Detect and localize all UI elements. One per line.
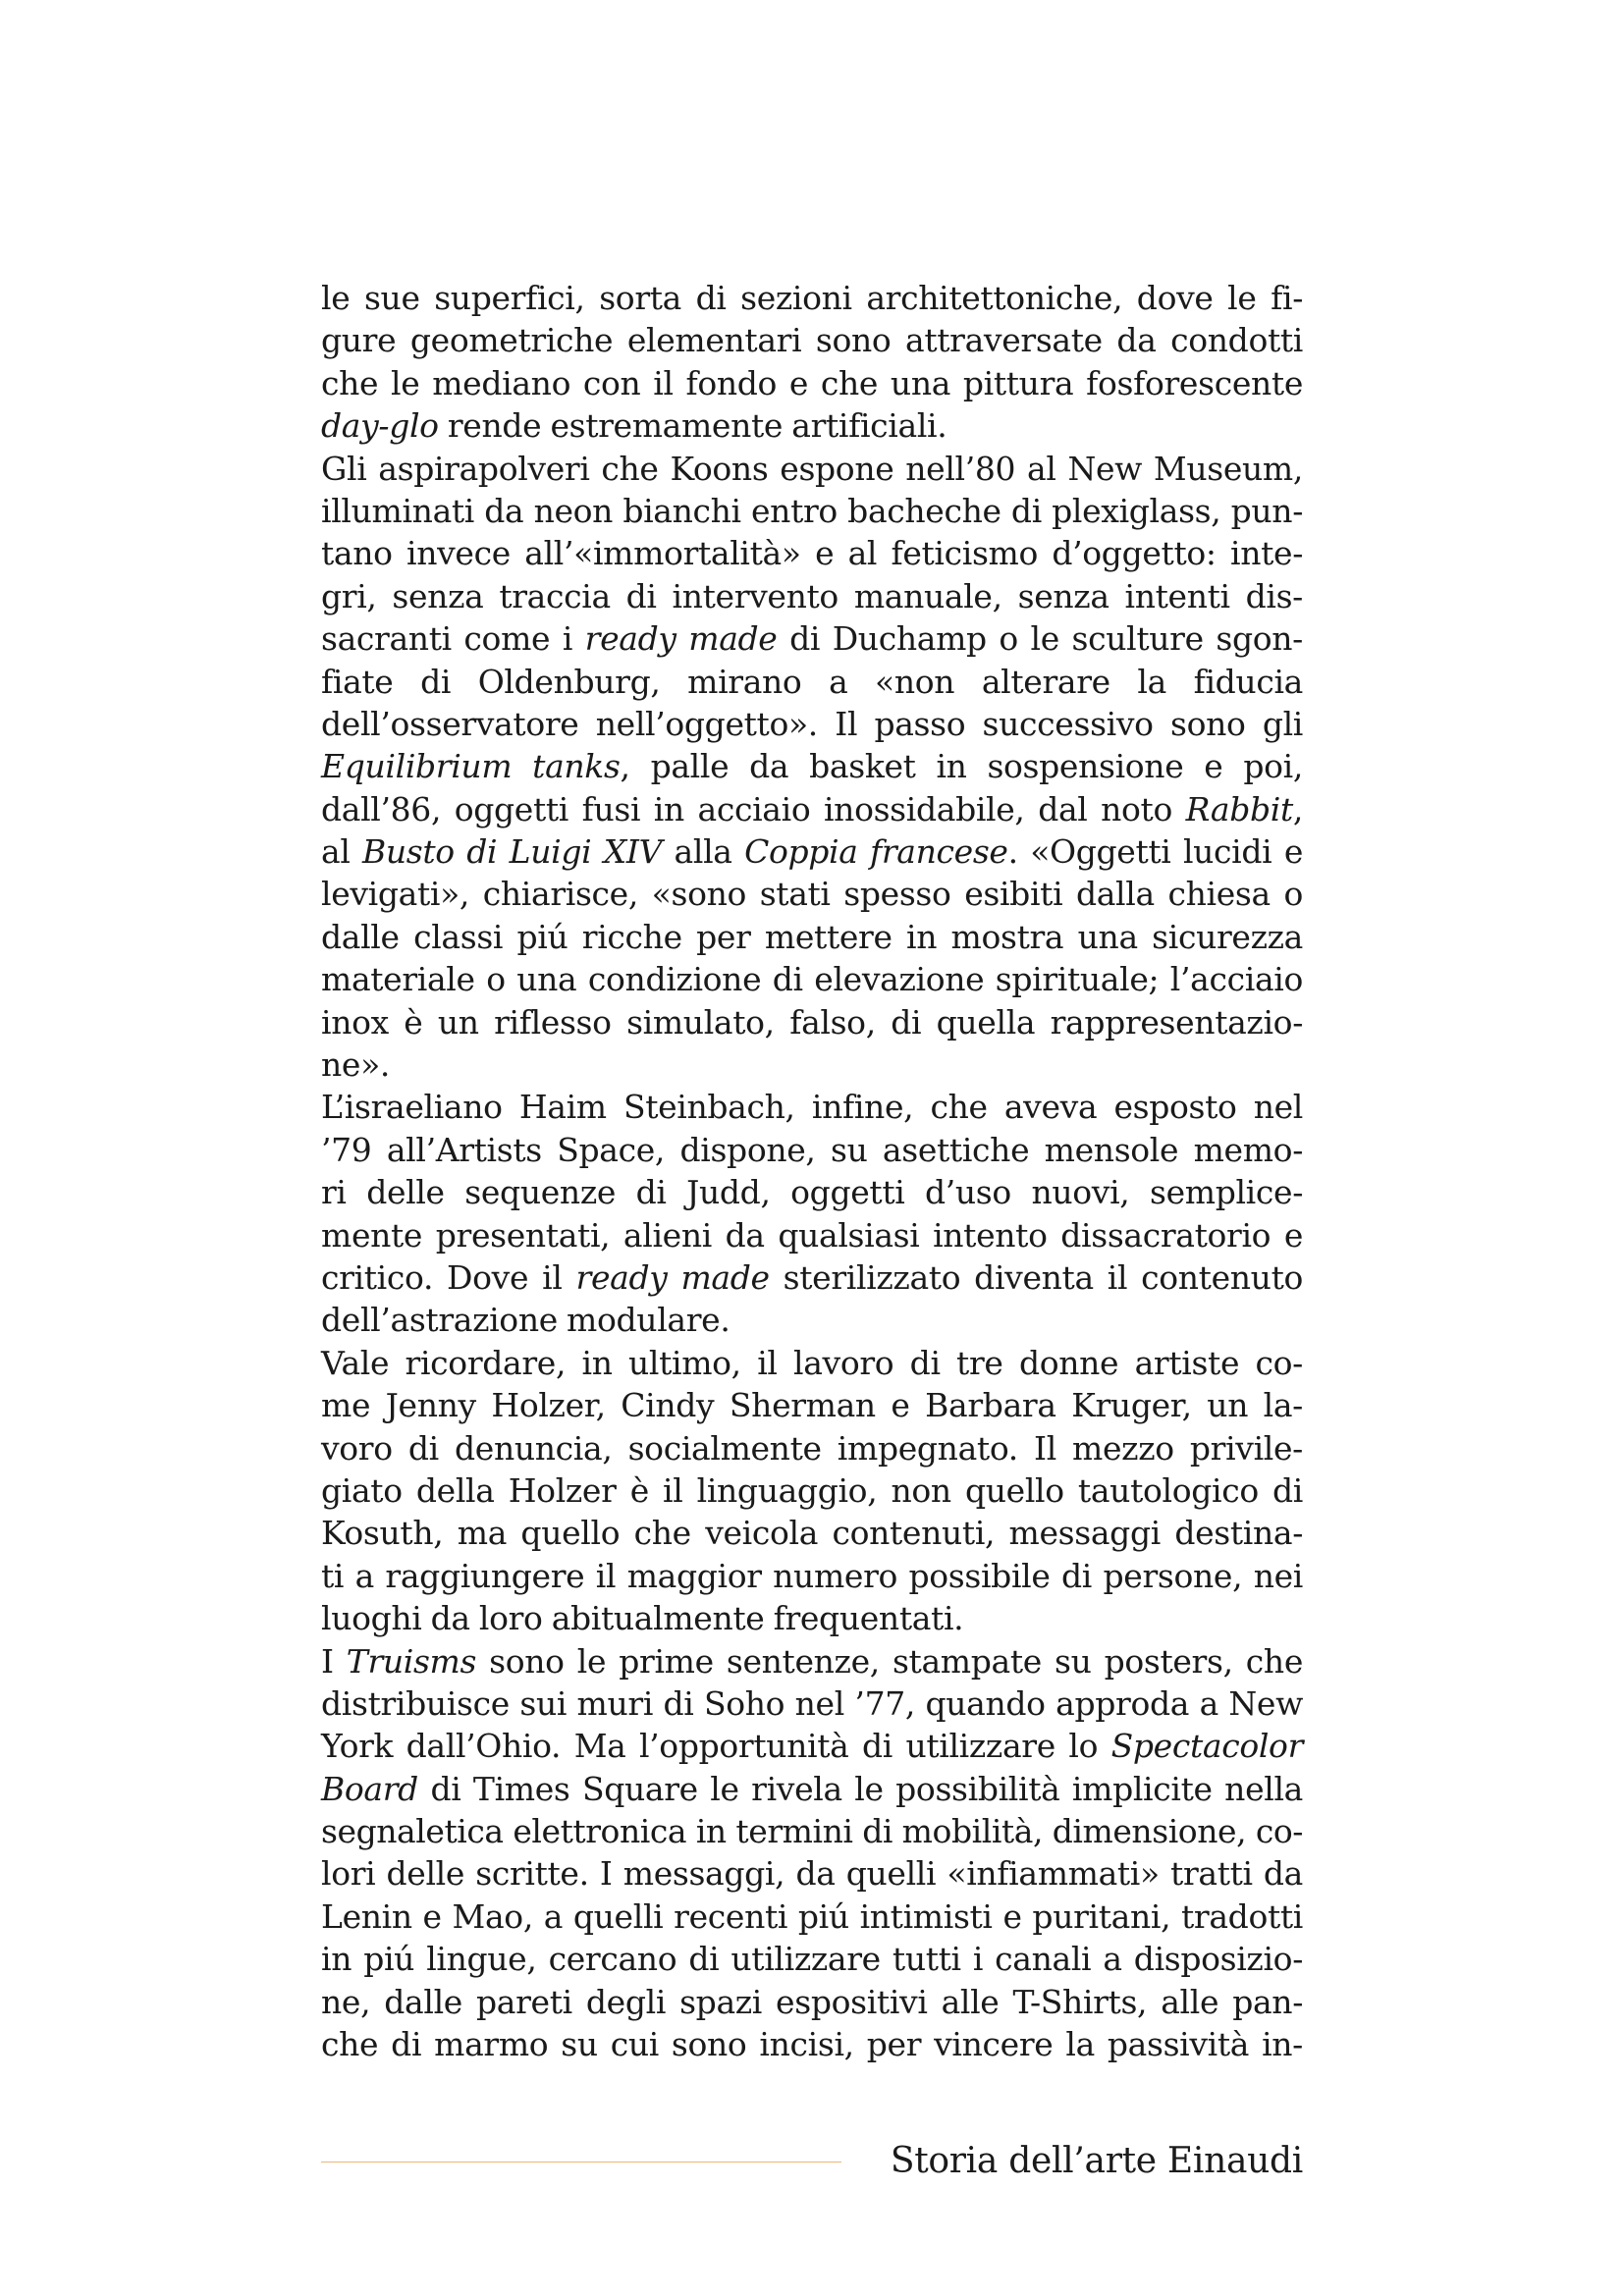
text-run: gure geometriche elementari sono attraversate da condotti bbox=[321, 321, 1303, 360]
text-line bbox=[321, 703, 1303, 745]
text-line bbox=[321, 916, 1303, 958]
text-line bbox=[321, 1896, 1303, 1938]
text-line bbox=[321, 830, 1303, 873]
text-run: Vale ricordare, in ultimo, il lavoro di tre donne artiste co- bbox=[321, 1343, 1303, 1382]
text-line bbox=[321, 1938, 1303, 1980]
page-footer bbox=[321, 2137, 1303, 2186]
text-line bbox=[321, 1384, 1303, 1426]
text-line bbox=[321, 1043, 1303, 1086]
text-run: dalle classi piú ricche per mettere in mostra una sicurezza bbox=[321, 917, 1303, 956]
text-run: che le mediano con il fondo e che una pittura fosforescente bbox=[321, 363, 1303, 402]
text-run: sono le prime sentenze, stampate su posters, che bbox=[476, 1641, 1304, 1681]
text-run: dell’astrazione modulare. bbox=[321, 1301, 730, 1340]
text-run: , bbox=[1292, 789, 1303, 828]
text-line bbox=[321, 745, 1303, 787]
text-line bbox=[321, 1256, 1303, 1299]
text-line bbox=[321, 617, 1303, 660]
text-run: giato della Holzer è il linguaggio, non quello tautologico di bbox=[321, 1470, 1303, 1510]
text-run: ri delle sequenze di Judd, oggetti d’uso nuovi, semplice- bbox=[321, 1173, 1303, 1212]
text-run: fiate di Oldenburg, mirano a «non alterare la fiducia bbox=[321, 662, 1303, 701]
italic-text: Equilibrium tanks bbox=[321, 747, 621, 786]
text-line bbox=[321, 873, 1303, 915]
italic-text: Busto di Luigi XIV bbox=[361, 832, 663, 872]
text-line bbox=[321, 362, 1303, 404]
text-line bbox=[321, 1682, 1303, 1725]
text-line bbox=[321, 1427, 1303, 1469]
text-run: al bbox=[321, 832, 362, 872]
footer-rule bbox=[321, 2162, 841, 2163]
text-run: segnaletica elettronica in termini di mobilità, dimensione, co- bbox=[321, 1812, 1303, 1851]
text-line bbox=[321, 1768, 1303, 1810]
text-line bbox=[321, 404, 1303, 447]
text-line bbox=[321, 575, 1303, 617]
text-run: tano invece all’«immortalità» e al feticismo d’oggetto: inte- bbox=[321, 534, 1303, 573]
italic-text: Spectacolor bbox=[1110, 1727, 1303, 1766]
italic-text: ready made bbox=[584, 619, 778, 659]
italic-text: Board bbox=[321, 1769, 418, 1808]
text-run: distribuisce sui muri di Soho nel ’77, quando approda a New bbox=[321, 1683, 1303, 1723]
text-run: York dall’Ohio. Ma l’opportunità di utilizzare lo bbox=[321, 1727, 1111, 1766]
italic-text: Coppia francese bbox=[744, 832, 1008, 872]
text-line bbox=[321, 490, 1303, 532]
text-line bbox=[321, 1597, 1303, 1639]
text-run: dell’osservatore nell’oggetto». Il passo successivo sono gli bbox=[321, 704, 1303, 743]
text-run: che di marmo su cui sono incisi, per vincere la passività in- bbox=[321, 2025, 1303, 2064]
text-run: L’israeliano Haim Steinbach, infine, che aveva esposto nel bbox=[321, 1088, 1303, 1127]
text-line bbox=[321, 1469, 1303, 1512]
text-line bbox=[321, 1299, 1303, 1341]
text-run: le sue superfici, sorta di sezioni architettoniche, dove le fi- bbox=[321, 279, 1303, 317]
text-run: lori delle scritte. I messaggi, da quelli «infiammati» tratti da bbox=[321, 1854, 1303, 1894]
text-line bbox=[321, 1342, 1303, 1384]
body-text bbox=[321, 277, 1303, 2065]
text-line bbox=[321, 958, 1303, 1000]
text-run: sacranti come i bbox=[321, 619, 585, 659]
text-line bbox=[321, 1852, 1303, 1895]
text-run: ti a raggiungere il maggior numero possibile di persone, nei bbox=[321, 1556, 1303, 1595]
text-run: levigati», chiarisce, «sono stati spesso esibiti dalla chiesa o bbox=[321, 875, 1303, 914]
text-run: me Jenny Holzer, Cindy Sherman e Barbara Kruger, un la- bbox=[321, 1386, 1303, 1425]
text-line bbox=[321, 532, 1303, 574]
text-run: . «Oggetti lucidi e bbox=[1007, 832, 1303, 872]
text-line bbox=[321, 319, 1303, 361]
text-run: inox è un riflesso simulato, falso, di quella rappresentazio- bbox=[321, 1002, 1303, 1041]
text-run: di Duchamp o le sculture sgon- bbox=[777, 619, 1303, 659]
text-run: di Times Square le rivela le possibilità implicite nella bbox=[417, 1769, 1303, 1808]
text-run: luoghi da loro abitualmente frequentati. bbox=[321, 1599, 964, 1638]
text-line bbox=[321, 1981, 1303, 2023]
text-run: dall’86, oggetti fusi in acciaio inossidabile, dal noto bbox=[321, 789, 1186, 828]
text-run: in piú lingue, cercano di utilizzare tutti i canali a disposizio- bbox=[321, 1940, 1303, 1979]
text-run: illuminati da neon bianchi entro bacheche di plexiglass, pun- bbox=[321, 491, 1303, 530]
italic-text: ready made bbox=[575, 1257, 770, 1297]
text-run: Lenin e Mao, a quelli recenti piú intimisti e puritani, tradotti bbox=[321, 1896, 1303, 1936]
italic-text: Rabbit bbox=[1185, 789, 1293, 828]
text-run: I bbox=[321, 1641, 347, 1681]
text-line bbox=[321, 2023, 1303, 2065]
text-line bbox=[321, 1171, 1303, 1213]
text-run: rende estremamente artificiali. bbox=[438, 406, 947, 446]
text-run: ne». bbox=[321, 1045, 391, 1085]
text-line bbox=[321, 1555, 1303, 1597]
text-run: Kosuth, ma quello che veicola contenuti, messaggi destina- bbox=[321, 1514, 1303, 1553]
footer-title: Storia dell’arte Einaudi bbox=[890, 2141, 1303, 2181]
text-line bbox=[321, 1001, 1303, 1043]
text-run: ’79 all’Artists Space, dispone, su asettiche mensole memo- bbox=[321, 1130, 1303, 1169]
text-line bbox=[321, 1512, 1303, 1554]
italic-text: day-glo bbox=[321, 406, 439, 446]
text-line bbox=[321, 1810, 1303, 1852]
text-run: mente presentati, alieni da qualsiasi intento dissacratorio e bbox=[321, 1215, 1303, 1255]
text-line bbox=[321, 1086, 1303, 1128]
text-run: materiale o una condizione di elevazione spirituale; l’acciaio bbox=[321, 960, 1303, 999]
text-line bbox=[321, 1214, 1303, 1256]
text-line bbox=[321, 1129, 1303, 1171]
text-line bbox=[321, 661, 1303, 703]
text-run: alla bbox=[662, 832, 745, 872]
text-run: , palle da basket in sospensione e poi, bbox=[620, 747, 1303, 786]
text-line bbox=[321, 788, 1303, 830]
text-run: sterilizzato diventa il contenuto bbox=[769, 1257, 1303, 1297]
text-line bbox=[321, 1725, 1303, 1767]
text-line bbox=[321, 277, 1303, 319]
text-run: critico. Dove il bbox=[321, 1257, 576, 1297]
text-line bbox=[321, 1640, 1303, 1682]
text-run: Gli aspirapolveri che Koons espone nell’80 al New Museum, bbox=[321, 449, 1303, 488]
text-line bbox=[321, 448, 1303, 490]
italic-text: Truisms bbox=[346, 1641, 477, 1681]
text-run: voro di denuncia, socialmente impegnato. Il mezzo privile- bbox=[321, 1428, 1303, 1468]
text-run: gri, senza traccia di intervento manuale, senza intenti dis- bbox=[321, 576, 1303, 615]
text-run: ne, dalle pareti degli spazi espositivi alle T-Shirts, alle pan- bbox=[321, 1982, 1303, 2021]
